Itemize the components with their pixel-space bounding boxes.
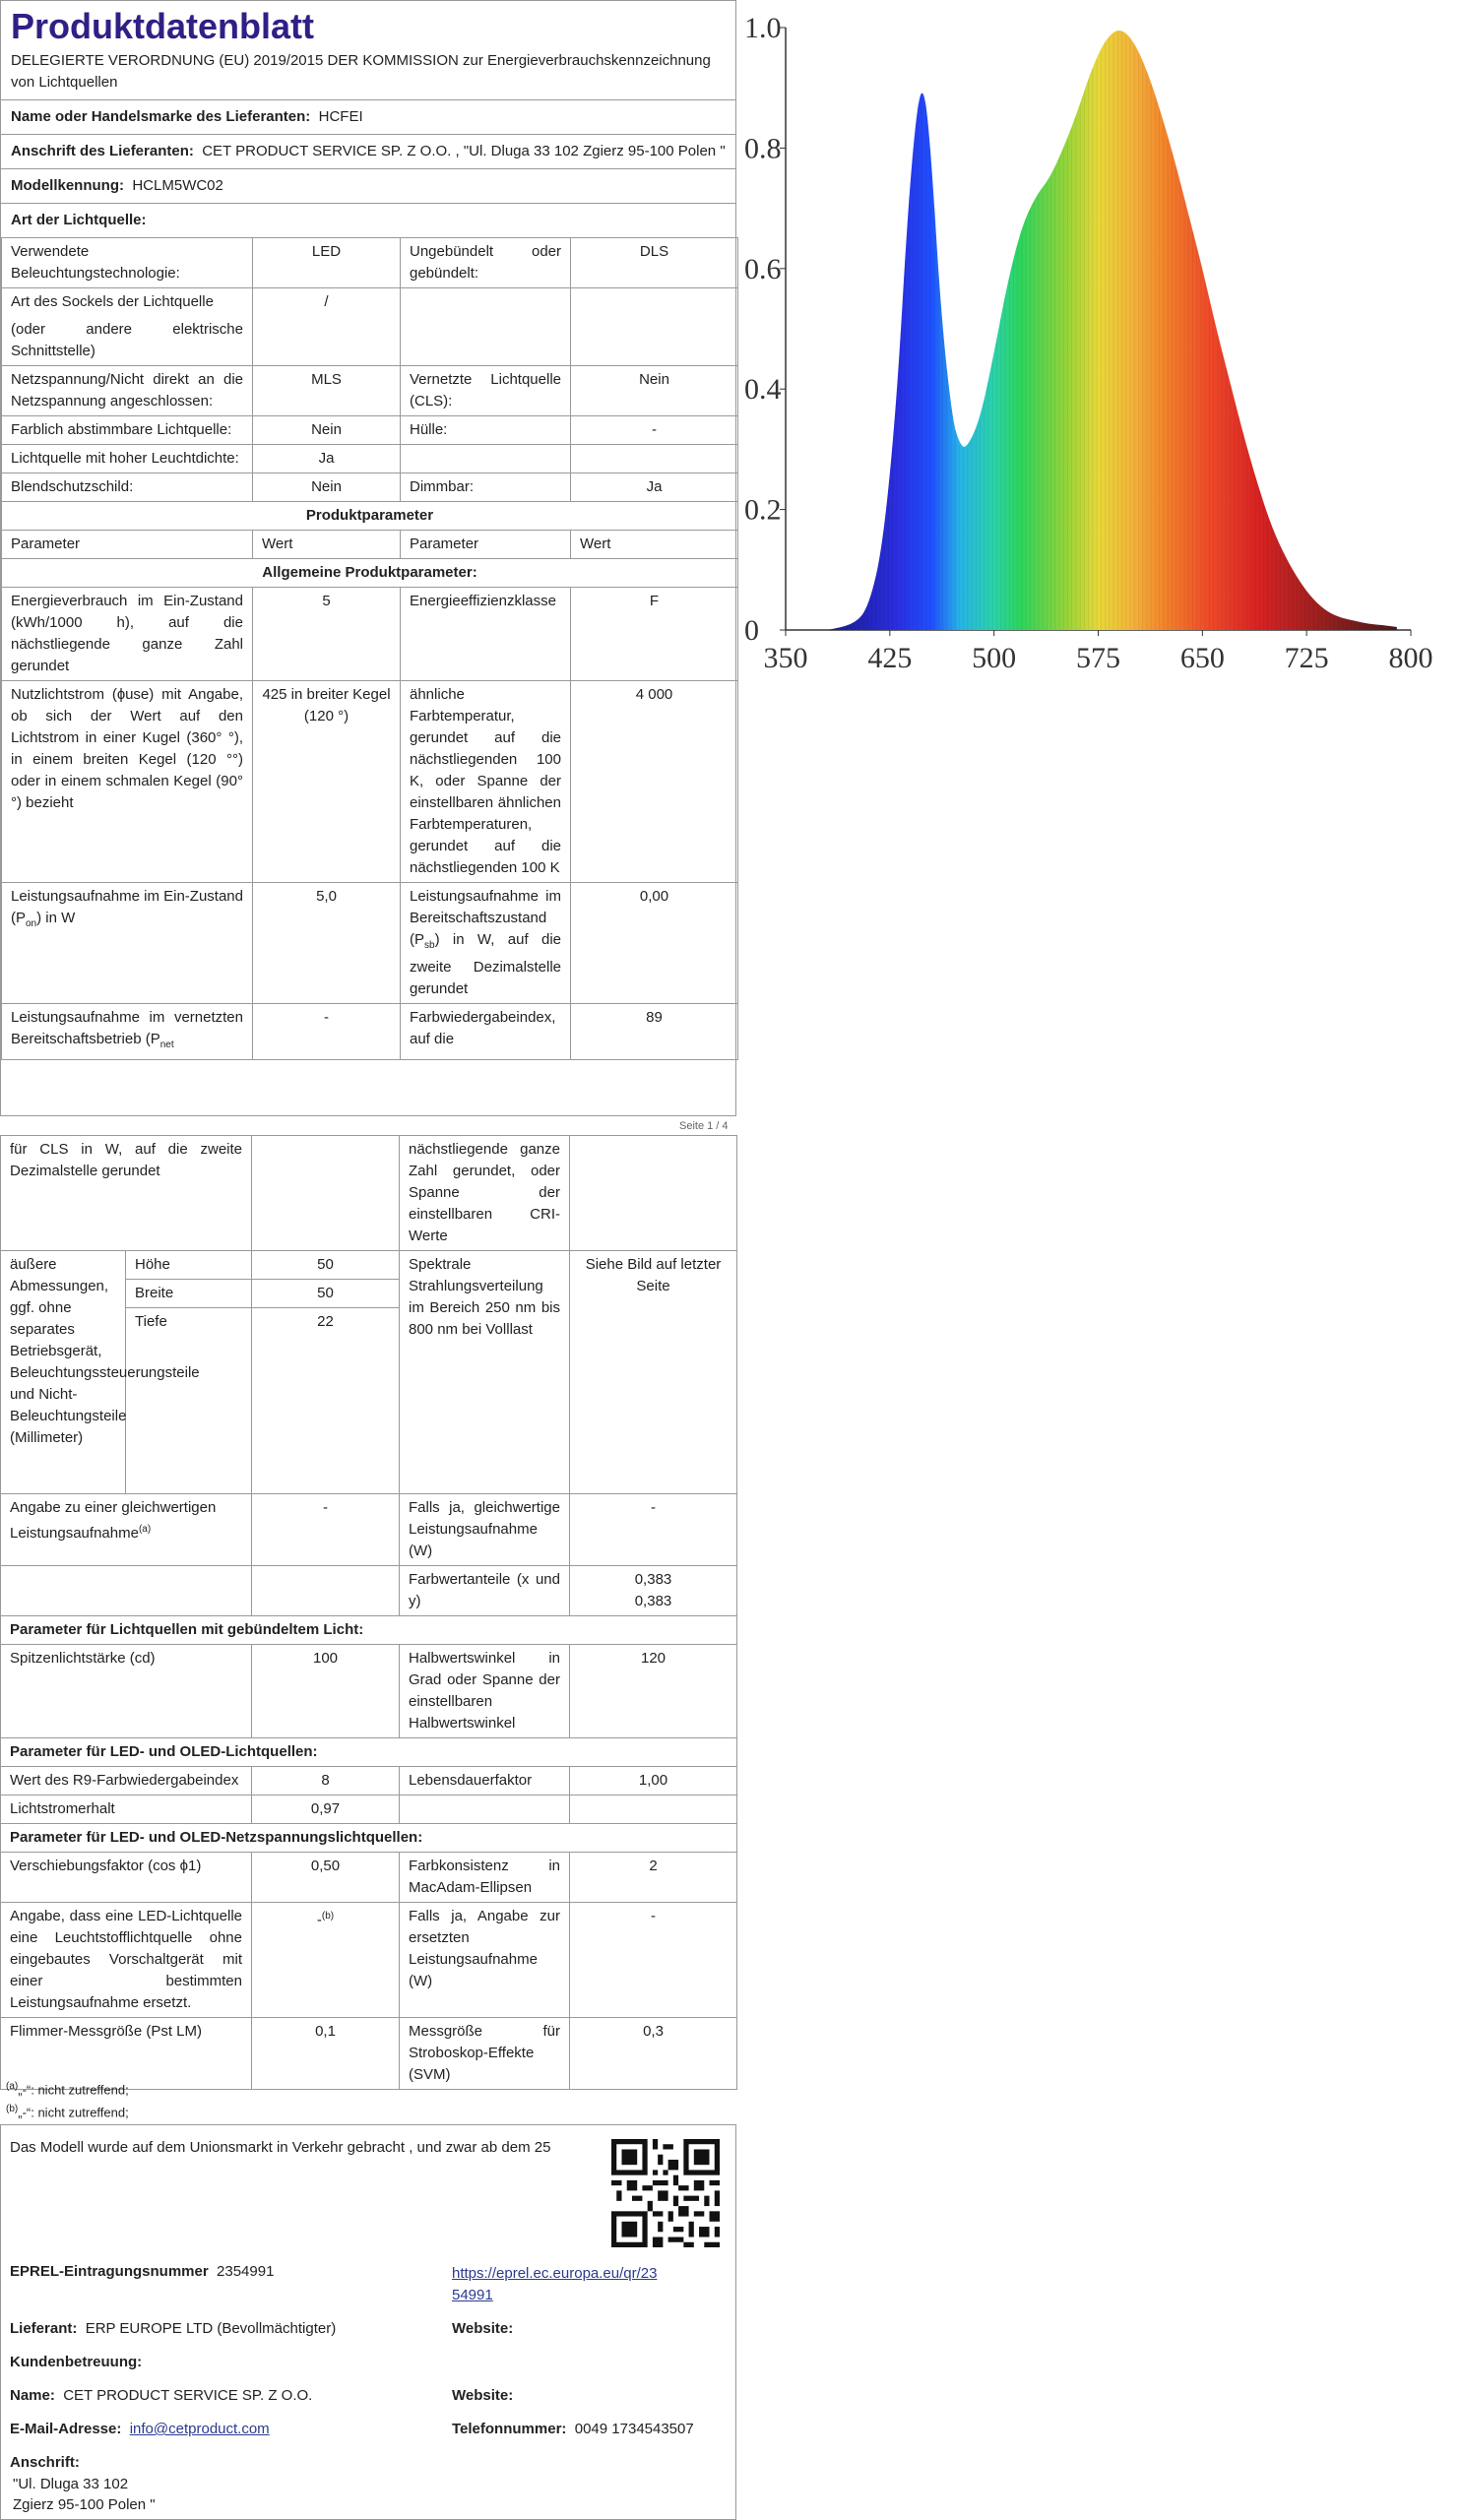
chroma-y: 0,383	[634, 1593, 672, 1609]
table-row	[2, 473, 738, 502]
email-row	[10, 2421, 270, 2437]
cell-peak-label: Spitzenlichtstärke (cd)	[1, 1645, 252, 1738]
cell-equivalent-label	[1, 1494, 252, 1566]
address-value	[13, 2474, 156, 2515]
cell-pon-value: 5,0	[253, 883, 401, 1004]
cell-empty	[570, 1136, 737, 1251]
cell-mains-value: MLS	[253, 366, 401, 416]
cell-dpf-value: 0,50	[252, 1853, 400, 1903]
service-name-row	[10, 2387, 312, 2404]
cell-strobo-label: Messgröße für Stroboskop-Effekte (SVM)	[400, 2018, 570, 2090]
cell-width-label: Breite	[126, 1280, 252, 1308]
customer-service-label: Kundenbetreuung:	[10, 2354, 143, 2370]
cell-peak-value: 100	[252, 1645, 400, 1738]
cell-width-value: 50	[252, 1280, 400, 1308]
table-row	[1, 1645, 737, 1738]
x-tick-label: 425	[867, 642, 913, 674]
footnote-mark-b: (b)	[321, 1911, 335, 1922]
led-params-heading: Parameter für LED- und OLED-Lichtquellen:	[1, 1738, 737, 1767]
cap-label-line2: (oder andere elektrische Schnittstelle)	[11, 321, 243, 359]
cell-flicker-value: 0,1	[252, 2018, 400, 2090]
cell-cap-value: /	[253, 288, 401, 366]
footnote-text: „-“: nicht zutreffend;	[18, 2105, 129, 2120]
pon-sub: on	[26, 918, 37, 929]
x-tick-label: 800	[1388, 642, 1433, 674]
table-row	[1, 1796, 737, 1824]
cell-empty	[401, 288, 571, 366]
table-row	[1, 1494, 737, 1566]
cell-depth-label: Tiefe	[126, 1308, 252, 1494]
cell-dims-label: äußere Abmessungen, ggf. ohne separates Betriebsgerät, Beleuchtungssteuerungsteile und Nicht-Beleuchtungsteile (Millimeter)	[1, 1251, 126, 1494]
directional-heading: Parameter für Lichtquellen mit gebündeltem Licht:	[1, 1616, 737, 1645]
table-row	[2, 883, 738, 1004]
website-label-2: Website:	[452, 2387, 514, 2404]
cell-equivalent-power-label: Falls ja, gleichwertige Leistungsaufnahme (W)	[400, 1494, 570, 1566]
table-row	[2, 502, 738, 531]
y-tick-label: 0.4	[744, 373, 782, 407]
service-name-label: Name:	[10, 2387, 55, 2404]
cell-flux-label: Nutzlichtstrom (ɸuse) mit Angabe, ob sich der Wert auf den Lichtstrom in einer Kugel (360° °), in einem breiten Kegel (120 °°) oder in einem schmalen Kegel (90° °) bezieht	[2, 681, 253, 883]
cell-dpf-label: Verschiebungsfaktor (cos ϕ1)	[1, 1853, 252, 1903]
table-row	[2, 588, 738, 681]
cell-cls-value: Nein	[571, 366, 738, 416]
cell-depth-value: 22	[252, 1308, 400, 1494]
eprel-number: 2354991	[217, 2263, 275, 2280]
table-row	[1, 1767, 737, 1796]
cell-pnet-value: -	[253, 1004, 401, 1060]
table-row	[1, 1136, 737, 1251]
spectral-distribution-chart	[740, 0, 1462, 728]
params-table-continued	[0, 1135, 737, 2090]
cell-tunable-value: Nein	[253, 416, 401, 445]
table-row	[2, 288, 738, 366]
cell-spectral-value: Siehe Bild auf letzter Seite	[570, 1251, 737, 1494]
email-label: E-Mail-Adresse:	[10, 2421, 122, 2437]
cell-directional-value: DLS	[571, 238, 738, 288]
footnote-text: „-“: nicht zutreffend;	[18, 2082, 129, 2098]
eprel-link-line2[interactable]: 54991	[452, 2287, 493, 2303]
cell-equivalent-power-value: -	[570, 1494, 737, 1566]
website-label: Website:	[452, 2320, 514, 2337]
footnote-b	[6, 2101, 129, 2121]
cell-flux-value: 425 in breiter Kegel (120 °)	[253, 681, 401, 883]
phone-row	[452, 2421, 694, 2437]
y-tick-label: 0.8	[744, 132, 782, 165]
mains-params-heading: Parameter für LED- und OLED-Netzspannungslichtquellen:	[1, 1824, 737, 1853]
cell-empty	[1, 1566, 252, 1616]
x-tick-label: 650	[1179, 642, 1225, 674]
supplier-row	[10, 2320, 336, 2337]
cell-beam-label: Halbwertswinkel in Grad oder Spanne der einstellbaren Halbwertswinkel	[400, 1645, 570, 1738]
cell-empty	[400, 1796, 570, 1824]
table-row	[1, 1251, 737, 1280]
pnet-text: Leistungsaufnahme im vernetzten Bereitschaftsbetrieb (P	[11, 1009, 243, 1047]
y-tick-label: 0	[744, 614, 759, 647]
cell-chroma-label: Farbwertanteile (x und y)	[400, 1566, 570, 1616]
cell-empty	[252, 1566, 400, 1616]
table-header-row	[2, 531, 738, 559]
col-header: Parameter	[2, 531, 253, 559]
phone-number: 0049 1734543507	[574, 2421, 694, 2437]
cell-cri-label: Farbwiedergabeindex, auf die	[401, 1004, 571, 1060]
page-title: Produktdatenblatt	[11, 6, 315, 46]
page-1	[0, 0, 736, 1116]
cell-technology-label: Verwendete Beleuchtungstechnologie:	[2, 238, 253, 288]
supplier-address-row	[1, 134, 735, 168]
table-row	[2, 559, 738, 588]
supplier-address-label: Anschrift des Lieferanten:	[11, 143, 194, 159]
qr-code-icon[interactable]	[611, 2139, 720, 2247]
footnote-a	[6, 2078, 129, 2099]
footnote-mark: (a)	[6, 2081, 19, 2092]
cell-beam-value: 120	[570, 1645, 737, 1738]
x-tick-label: 575	[1076, 642, 1120, 674]
supplier-address: CET PRODUCT SERVICE SP. Z O.O. , "Ul. Dluga 33 102 Zgierz 95-100 Polen "	[202, 143, 726, 159]
cell-envelope-value: -	[571, 416, 738, 445]
cell-antiglare-label: Blendschutzschild:	[2, 473, 253, 502]
model-row	[1, 168, 735, 203]
table-row	[2, 445, 738, 473]
cell-replace-power-value: -	[570, 1903, 737, 2018]
cell-height-value: 50	[252, 1251, 400, 1280]
market-date-text: Das Modell wurde auf dem Unionsmarkt in Verkehr gebracht , und zwar ab dem 25	[10, 2139, 551, 2156]
cell-technology-value: LED	[253, 238, 401, 288]
cell-pnet-label	[2, 1004, 253, 1060]
cap-label-line1: Art des Sockels der Lichtquelle	[11, 293, 214, 310]
cell-replace-power-label: Falls ja, Angabe zur ersetzten Leistungsaufnahme (W)	[400, 1903, 570, 2018]
model-label: Modellkennung:	[11, 177, 124, 194]
table-row	[1, 1566, 737, 1616]
cell-antiglare-value: Nein	[253, 473, 401, 502]
cell-cct-label: ähnliche Farbtemperatur, gerundet auf die nächstliegenden 100 K, oder Spanne der einstellbaren ähnlichen Farbtemperaturen, gerundet auf die nächstliegenden 100 K	[401, 681, 571, 883]
x-tick-label: 350	[763, 642, 808, 674]
cell-strobo-value: 0,3	[570, 2018, 737, 2090]
cell-replace-label: Angabe, dass eine LED-Lichtquelle eine Leuchtstofflichtquelle ohne eingebautes Vorschaltgerät mit einer bestimmten Leistungsaufnahme ersetzt.	[1, 1903, 252, 2018]
pnet-sub: net	[159, 1040, 174, 1050]
replace-value: -	[316, 1912, 322, 1928]
spectrum-area	[827, 31, 1397, 630]
product-params-heading: Produktparameter	[2, 502, 738, 531]
cell-dimmable-value: Ja	[571, 473, 738, 502]
cell-energy-label: Energieverbrauch im Ein-Zustand (kWh/1000 h), auf die nächstliegende ganze Zahl gerundet	[2, 588, 253, 681]
equivalent-text: Angabe zu einer gleichwertigen Leistungsaufnahme	[10, 1499, 217, 1542]
eprel-row	[10, 2263, 274, 2280]
table-row	[1, 1616, 737, 1645]
pon-unit: ) in W	[36, 910, 76, 926]
eprel-link[interactable]	[452, 2263, 657, 2306]
supplier-name-label: Name oder Handelsmarke des Lieferanten:	[11, 108, 311, 125]
email-link[interactable]: info@cetproduct.com	[129, 2421, 270, 2437]
y-tick-label: 1.0	[744, 12, 782, 44]
cell-survival-value: 1,00	[570, 1767, 737, 1796]
service-name: CET PRODUCT SERVICE SP. Z O.O.	[63, 2387, 313, 2404]
light-source-type-heading: Art der Lichtquelle:	[1, 203, 735, 237]
cell-class-label: Energieeffizienzklasse	[401, 588, 571, 681]
cell-height-label: Höhe	[126, 1251, 252, 1280]
supplier-name: HCFEI	[318, 108, 363, 125]
cell-envelope-label: Hülle:	[401, 416, 571, 445]
cell-empty	[571, 288, 738, 366]
cell-cct-value: 4 000	[571, 681, 738, 883]
eprel-label: EPREL-Eintragungsnummer	[10, 2263, 209, 2280]
cell-cap-label	[2, 288, 253, 366]
psb-unit: ) in W, auf die zweite Dezimalstelle gerundet	[410, 931, 561, 997]
model-id: HCLM5WC02	[132, 177, 223, 194]
cell-chroma-value	[570, 1566, 737, 1616]
cell-cri-label-cont: nächstliegende ganze Zahl gerundet, oder Spanne der einstellbaren CRI-Werte	[400, 1136, 570, 1251]
chroma-x: 0,383	[634, 1571, 672, 1588]
cell-empty	[571, 445, 738, 473]
cell-survival-label: Lebensdauerfaktor	[400, 1767, 570, 1796]
regulation-subtitle: DELEGIERTE VERORDNUNG (EU) 2019/2015 DER KOMMISSION zur Energieverbrauchskennzeichnung von Lichtquellen	[11, 52, 711, 91]
cell-directional-label: Ungebündelt oder gebündelt:	[401, 238, 571, 288]
address-label: Anschrift:	[10, 2454, 80, 2471]
table-row	[1, 1853, 737, 1903]
cell-cls-label: Vernetzte Lichtquelle (CLS):	[401, 366, 571, 416]
cell-empty	[401, 445, 571, 473]
phone-label: Telefonnummer:	[452, 2421, 567, 2437]
cell-empty	[570, 1796, 737, 1824]
cell-lumen-maint-value: 0,97	[252, 1796, 400, 1824]
cell-hl-value: Ja	[253, 445, 401, 473]
cell-pon-label	[2, 883, 253, 1004]
cell-psb-label	[401, 883, 571, 1004]
address-line1: "Ul. Dluga 33 102	[13, 2476, 129, 2492]
pon-text: Leistungsaufnahme im Ein-Zustand (P	[11, 888, 243, 926]
address-line2: Zgierz 95-100 Polen "	[13, 2496, 156, 2513]
x-tick-label: 725	[1284, 642, 1329, 674]
table-row	[2, 681, 738, 883]
cell-lumen-maint-label: Lichtstromerhalt	[1, 1796, 252, 1824]
cell-hl-label: Lichtquelle mit hoher Leuchtdichte:	[2, 445, 253, 473]
cell-dimmable-label: Dimmbar:	[401, 473, 571, 502]
cell-r9-value: 8	[252, 1767, 400, 1796]
footnote-mark: (b)	[6, 2104, 19, 2114]
contact-box	[0, 2124, 736, 2520]
y-tick-label: 0.6	[744, 252, 782, 285]
eprel-link-line1[interactable]: https://eprel.ec.europa.eu/qr/23	[452, 2265, 658, 2282]
cell-equivalent-value: -	[252, 1494, 400, 1566]
table-row	[2, 238, 738, 288]
supplier-label: Lieferant:	[10, 2320, 78, 2337]
cell-replace-value	[252, 1903, 400, 2018]
table-row	[1, 1903, 737, 2018]
page-number: Seite 1 / 4	[679, 1120, 729, 1132]
table-row	[2, 1004, 738, 1060]
table-row	[2, 416, 738, 445]
light-source-type-table	[1, 237, 738, 1060]
general-params-heading: Allgemeine Produktparameter:	[2, 559, 738, 588]
cell-flicker-label: Flimmer-Messgröße (Pst LM)	[1, 2018, 252, 2090]
y-tick-label: 0.2	[744, 493, 782, 527]
col-header: Wert	[571, 531, 738, 559]
psb-text: Leistungsaufnahme im Bereitschaftszustand (P	[410, 888, 561, 948]
cell-tunable-label: Farblich abstimmbare Lichtquelle:	[2, 416, 253, 445]
cell-empty	[252, 1136, 400, 1251]
supplier-value: ERP EUROPE LTD (Bevollmächtigter)	[85, 2320, 337, 2337]
page-2	[0, 1135, 736, 2090]
col-header: Wert	[253, 531, 401, 559]
cell-mains-label: Netzspannung/Nicht direkt an die Netzspannung angeschlossen:	[2, 366, 253, 416]
cell-class-value: F	[571, 588, 738, 681]
cell-energy-value: 5	[253, 588, 401, 681]
cell-psb-value: 0,00	[571, 883, 738, 1004]
cell-pnet-label-cont: für CLS in W, auf die zweite Dezimalstelle gerundet	[1, 1136, 252, 1251]
cell-color-consistency-value: 2	[570, 1853, 737, 1903]
footnote-mark-a: (a)	[138, 1524, 152, 1535]
table-row	[1, 1824, 737, 1853]
cell-spectral-label: Spektrale Strahlungsverteilung im Bereich 250 nm bis 800 nm bei Volllast	[400, 1251, 570, 1494]
psb-sub: sb	[424, 940, 435, 951]
cell-cri-value: 89	[571, 1004, 738, 1060]
supplier-name-row	[1, 99, 735, 134]
table-row	[2, 366, 738, 416]
cell-r9-label: Wert des R9-Farbwiedergabeindex	[1, 1767, 252, 1796]
cell-color-consistency-label: Farbkonsistenz in MacAdam-Ellipsen	[400, 1853, 570, 1903]
col-header: Parameter	[401, 531, 571, 559]
table-row	[1, 1738, 737, 1767]
x-tick-label: 500	[972, 642, 1017, 674]
